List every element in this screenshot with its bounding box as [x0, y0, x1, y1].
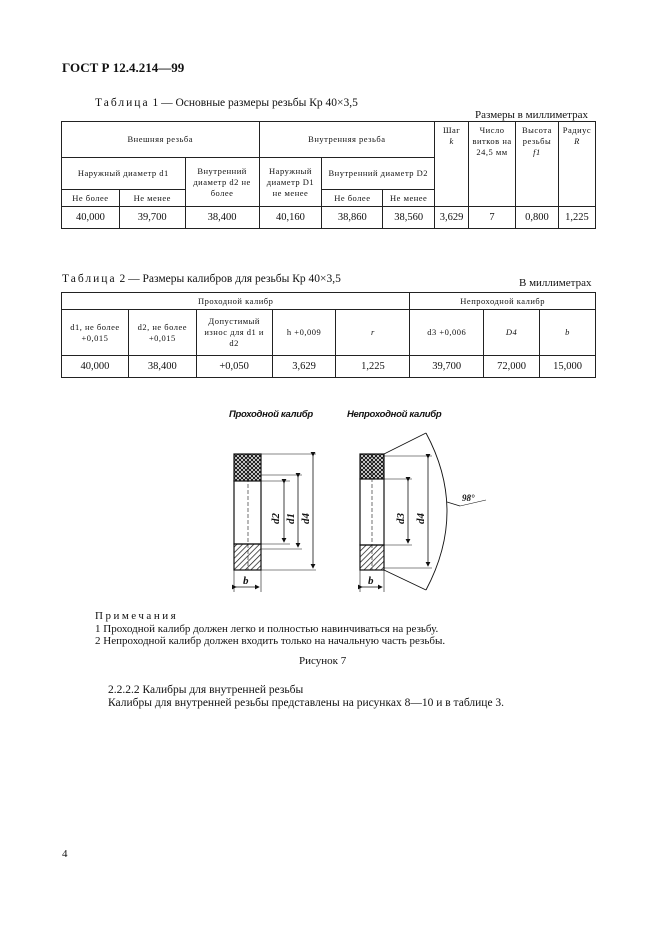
t1-h-internal: Внутренняя резьба: [259, 122, 435, 158]
t1-cell: 1,225: [558, 207, 595, 229]
table1-title-text: 1 — Основные размеры резьбы Кр 40×3,5: [149, 97, 358, 109]
note-item: 2 Непроходной калибр должен входить только на начальную часть резьбы.: [95, 635, 446, 647]
t2-h-nogo: Непроходной калибр: [410, 293, 596, 310]
note-item: 1 Проходной калибр должен легко и полностью навинчиваться на резьбу.: [95, 622, 439, 635]
page-number: 4: [62, 848, 68, 860]
dim-b-right: b: [368, 575, 374, 587]
t2-h-go: Проходной калибр: [62, 293, 410, 310]
t2-h-d2: d2, не более +0,015: [128, 310, 196, 356]
t2-cell: 1,225: [336, 356, 410, 378]
t1-cell: 7: [469, 207, 516, 229]
t1-cell: 40,000: [62, 207, 120, 229]
dim-d2: d2: [270, 513, 282, 524]
t2-cell: 3,629: [272, 356, 336, 378]
t1-cell: 40,160: [259, 207, 322, 229]
figure-notes: [95, 610, 445, 648]
t2-h-d3: d3 +0,006: [410, 310, 484, 356]
t1-h-min: Не менее: [119, 190, 185, 207]
t2-h-wear: Допустимый износ для d1 и d2: [196, 310, 272, 356]
t1-h-min: Не менее: [383, 190, 435, 207]
table2-title-word: Таблица: [62, 273, 117, 285]
t2-h-b: b: [540, 310, 596, 356]
t2-cell: 40,000: [62, 356, 129, 378]
t1-h-outer-d: Наружный диаметр d1: [62, 158, 186, 190]
dim-d4-right: d4: [415, 513, 427, 524]
angle-label: 98°: [462, 493, 475, 503]
t1-cell: 38,400: [185, 207, 259, 229]
go-gauge-label: Проходной калибр: [229, 409, 313, 420]
t2-h-d1: d1, не более +0,015: [62, 310, 129, 356]
t2-h-r: r: [336, 310, 410, 356]
t1-h-radius: Радиус R: [558, 122, 595, 207]
section-text: Калибры для внутренней резьбы представлены на рисунках 8—10 и в таблице 3.: [108, 697, 505, 709]
go-gauge-hatch-section: [234, 544, 261, 570]
t2-cell: 38,400: [128, 356, 196, 378]
table2-title-text: 2 — Размеры калибров для резьбы Кр 40×3,5: [116, 273, 341, 285]
t1-cell: 0,800: [516, 207, 559, 229]
t1-cell: 38,860: [322, 207, 383, 229]
go-gauge-thread-section: [234, 454, 261, 481]
t1-h-max: Не более: [322, 190, 383, 207]
table1-units: Размеры в миллиметрах: [475, 109, 588, 121]
section-title: 2.2.2.2 Калибры для внутренней резьбы: [108, 684, 304, 696]
t2-cell: 15,000: [540, 356, 596, 378]
dim-d1: d1: [285, 513, 297, 524]
table2-units: В миллиметрах: [519, 277, 592, 289]
t1-h-external: Внешняя резьба: [62, 122, 260, 158]
t1-cell: 3,629: [435, 207, 469, 229]
dim-d3: d3: [395, 513, 407, 524]
document-code: ГОСТ Р 12.4.214—99: [62, 60, 185, 75]
t2-h-d4: D4: [484, 310, 540, 356]
dim-d4-left: d4: [300, 513, 312, 524]
go-gauge-body: [234, 481, 261, 544]
t2-cell: 72,000: [484, 356, 540, 378]
nogo-gauge-label: Непроходной калибр: [347, 409, 442, 420]
t2-cell: 39,700: [410, 356, 484, 378]
t1-cell: 38,560: [383, 207, 435, 229]
dim-b-left: b: [243, 575, 249, 587]
t1-cell: 39,700: [119, 207, 185, 229]
t1-h-inner-d2: Внутренний диаметр d2 не более: [185, 158, 259, 207]
nogo-gauge: [360, 433, 486, 592]
t2-h-h: h +0,009: [272, 310, 336, 356]
t1-h-pitch: Шаг k: [435, 122, 469, 207]
t1-h-max: Не более: [62, 190, 120, 207]
figure-caption: Рисунок 7: [299, 655, 347, 667]
t2-cell: +0,050: [196, 356, 272, 378]
notes-heading: Примечания: [95, 610, 179, 622]
table1-title-word: Таблица: [95, 97, 150, 109]
t1-h-height: Высота резьбы f1: [516, 122, 559, 207]
t1-h-outer-D1: Наружный диаметр D1 не менее: [259, 158, 322, 207]
t1-h-turns: Число витков на 24,5 мм: [469, 122, 516, 207]
t1-h-inner-D2: Внутренний диаметр D2: [322, 158, 435, 190]
